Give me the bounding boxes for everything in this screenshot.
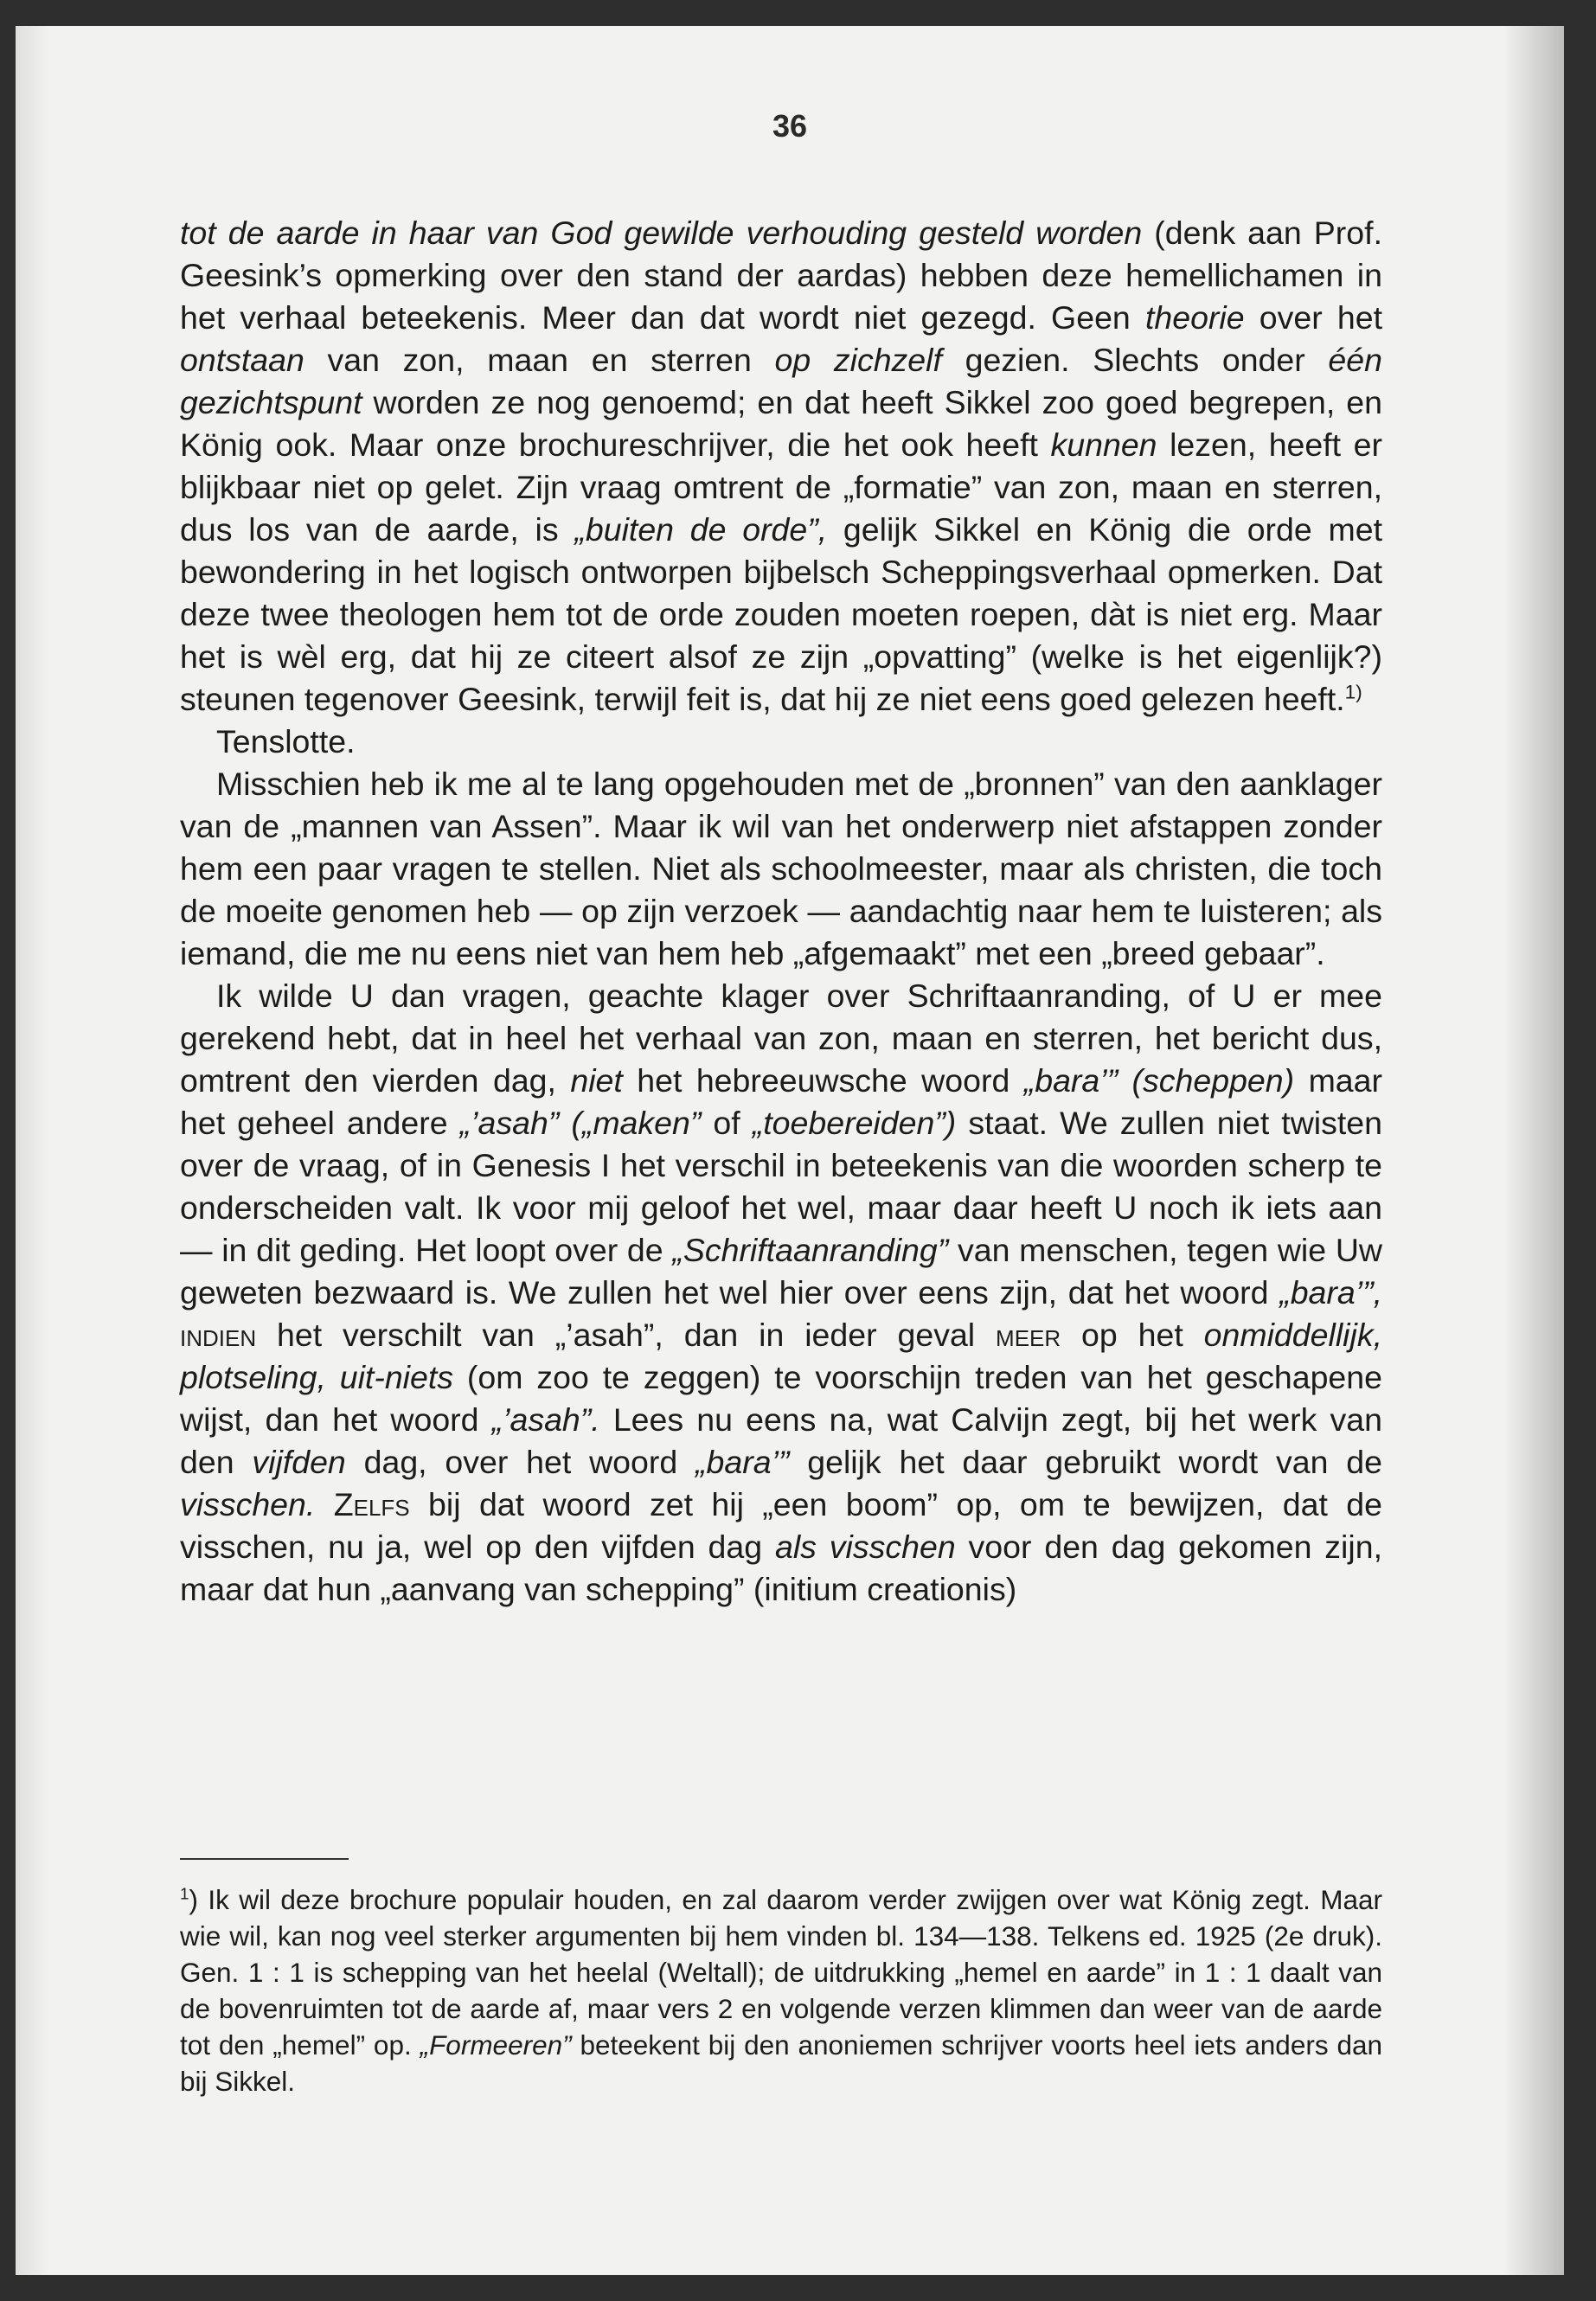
- text-run: dag, over het woord: [345, 1444, 696, 1480]
- text-run: (om zoo te zeggen) te voorschijn treden van het geschapene wijst, dan het woord: [180, 1359, 1382, 1438]
- paragraph-4: [180, 975, 1382, 1611]
- italic-phrase: „buiten de orde”,: [574, 511, 828, 548]
- text-run: gezien. Slechts onder: [941, 342, 1329, 378]
- italic-phrase: „bara’”: [695, 1444, 790, 1480]
- footnote-1: [180, 1881, 1382, 2099]
- text-run: maar het geheel andere: [180, 1062, 1383, 1141]
- small-caps-word: meer: [996, 1317, 1061, 1353]
- italic-phrase: niet: [570, 1062, 623, 1099]
- small-caps-word: Zelfs: [333, 1486, 410, 1522]
- italic-phrase: „’asah”.: [491, 1401, 600, 1438]
- italic-phrase: ontstaan: [180, 342, 304, 378]
- text-run: staat. We zullen niet twisten over de vraag, of in Genesis I het verschil in beteekenis van die woorden scherp te onderscheiden valt. Ik voor mij geloof het wel, maar daar heeft U noch ik iets aan — in dit geding. Het loopt over de: [180, 1105, 1382, 1268]
- text-run: het hebreeuwsche woord: [622, 1062, 1024, 1099]
- text-run: op het: [1061, 1317, 1204, 1353]
- footnote-divider: [180, 1858, 349, 1860]
- italic-phrase: „Formeeren”: [420, 2029, 572, 2061]
- italic-phrase: vijfden: [252, 1444, 346, 1480]
- page-gutter-shadow: [16, 26, 50, 2275]
- italic-phrase: onmiddellijk, plotseling, uit-niets: [180, 1317, 1382, 1395]
- text-run: worden ze nog genoemd; en dat heeft Sikkel zoo goed begrepen, en König ook. Maar onze brochureschrijver, die het ook heeft: [180, 384, 1382, 463]
- italic-phrase: één gezichtspunt: [180, 342, 1382, 420]
- italic-phrase: als visschen: [774, 1529, 956, 1565]
- text-run: gelijk het daar gebruikt wordt van de: [789, 1444, 1383, 1480]
- text-run: Lees nu eens na, wat Calvijn zegt, bij het werk van den: [180, 1401, 1382, 1480]
- italic-phrase: tot de aarde in haar van God gewilde verhouding gesteld worden: [180, 215, 1143, 251]
- italic-phrase: theorie: [1144, 299, 1245, 336]
- italic-phrase: op zichzelf: [774, 342, 942, 378]
- text-run: van menschen, tegen wie Uw geweten bezwaard is. We zullen het wel hier over eens zijn, dat het woord: [180, 1232, 1382, 1311]
- footnote-reference: 1): [1344, 681, 1362, 703]
- text-run: over het: [1244, 299, 1382, 336]
- italic-phrase: „toebereiden”): [752, 1105, 957, 1141]
- text-run: het verschilt van „’asah”, dan in ieder geval: [256, 1317, 997, 1353]
- italic-phrase: visschen.: [180, 1486, 316, 1522]
- italic-phrase: „Schriftaanranding”: [672, 1232, 949, 1268]
- italic-phrase: „’asah” („maken”: [459, 1105, 714, 1141]
- paragraph-2: Tenslotte.: [216, 723, 356, 760]
- italic-phrase: „bara’” (scheppen): [1023, 1062, 1295, 1099]
- text-run: of: [713, 1105, 753, 1141]
- text-run: gelijk Sikkel en König die orde met bewondering in het logisch ontworpen bijbelsch Scheppingsverhaal opmerken. Dat deze twee theologen hem tot de orde zouden moeten roepen, dàt is niet erg. Maar het is wèl erg, dat hij ze citeert alsof ze zijn „opvatting” (welke is het eigenlijk?) steunen tegenover Geesink, terwijl feit is, dat hij ze niet eens goed gelezen heeft.: [180, 511, 1383, 717]
- page-number: 36: [772, 108, 808, 144]
- page-edge-shadow: [1503, 26, 1564, 2275]
- book-page: [16, 26, 1564, 2275]
- paragraph-3: Misschien heb ik me al te lang opgehouden met de „bronnen” van den aanklager van de „mannen van Assen”. Maar ik wil van het onderwerp niet afstappen zonder hem een paar vragen te stellen. Niet als schoolmeester, maar als christen, die toch de moeite genomen heb — op zijn verzoek — aandachtig naar hem te luisteren; als iemand, die me nu eens niet van hem heb „afgemaakt” met een „breed gebaar”.: [180, 766, 1382, 971]
- text-run: [315, 1486, 333, 1522]
- text-run: beteekent bij den anoniemen schrijver voorts heel iets anders dan bij Sikkel.: [180, 2029, 1382, 2097]
- text-run: ) Ik wil deze brochure populair houden, en zal daarom verder zwijgen over wat König zegt. Maar wie wil, kan nog veel sterker argumenten bij hem vinden bl. 134—138. Telkens ed. 1925 (2e druk). Gen. 1 : 1 is schepping van het heelal (Weltall); de uitdrukking „hemel en aarde” in 1 : 1 daalt van de bovenruimten tot de aarde af, maar vers 2 en volgende verzen klimmen dan weer van de aarde tot den „hemel” op.: [180, 1884, 1382, 2061]
- paragraph-1: [180, 212, 1382, 721]
- footnote-marker: 1: [180, 1885, 189, 1904]
- text-run: Ik wilde U dan vragen, geachte klager over Schriftaanranding, of U er mee gerekend hebt, dat in heel het verhaal van zon, maan en sterren, het bericht dus, omtrent den vierden dag,: [180, 977, 1382, 1099]
- text-run: bij dat woord zet hij „een boom” op, om te bewijzen, dat de visschen, nu ja, wel op den vijfden dag: [180, 1486, 1382, 1565]
- text-run: voor den dag gekomen zijn, maar dat hun „aanvang van schepping” (initium creationis): [180, 1529, 1382, 1607]
- text-run: (denk aan Prof. Geesink’s opmerking over den stand der aardas) hebben deze hemellichamen in het verhaal beteekenis. Meer dan dat wordt niet gezegd. Geen: [180, 215, 1382, 336]
- main-text: [180, 212, 1382, 1611]
- text-run: van zon, maan en sterren: [304, 342, 775, 378]
- italic-phrase: kunnen: [1050, 426, 1157, 463]
- italic-phrase: „bara’”,: [1279, 1274, 1382, 1311]
- small-caps-word: indien: [180, 1317, 257, 1353]
- text-run: lezen, heeft er blijkbaar niet op gelet. Zijn vraag omtrent de „formatie” van zon, maan en sterren, dus los van de aarde, is: [180, 426, 1382, 548]
- footnotes: [180, 1881, 1382, 2099]
